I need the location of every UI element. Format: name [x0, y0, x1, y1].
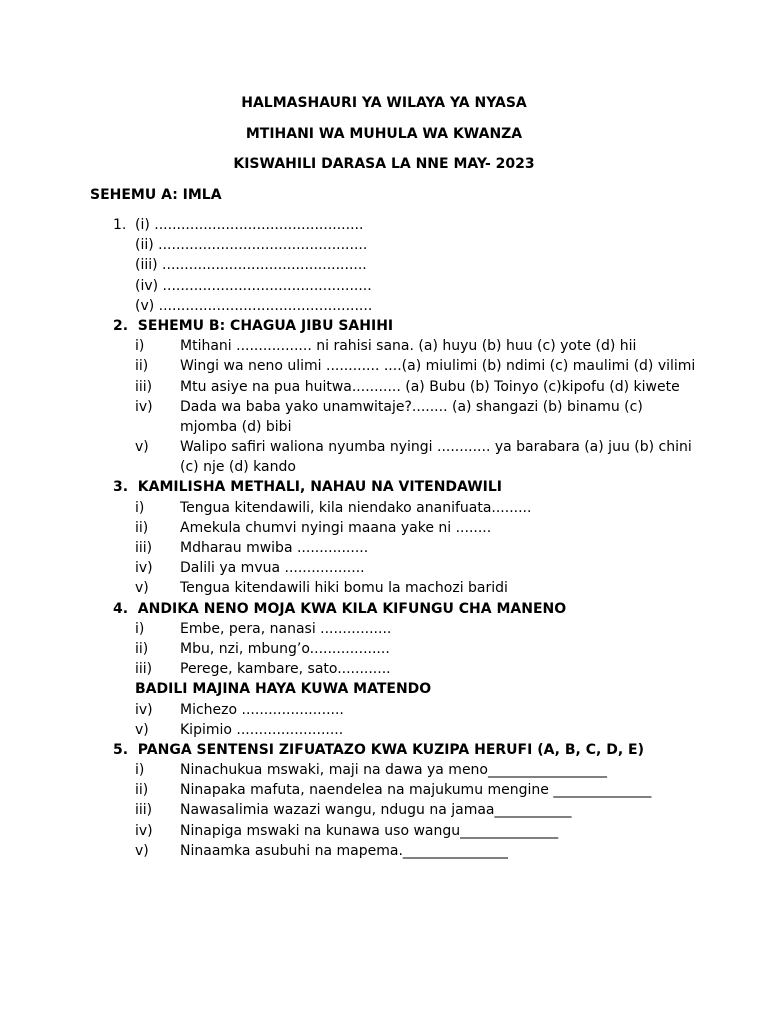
question-text: Embe, pera, nanasi ................	[180, 620, 392, 637]
roman-numeral: v)	[135, 580, 149, 597]
roman-numeral: iii)	[135, 802, 153, 819]
list-item	[0, 800, 768, 820]
roman-numeral: v)	[135, 439, 149, 456]
roman-numeral: v)	[135, 842, 149, 859]
imla-line: (ii) ...............................................	[135, 237, 368, 254]
question-heading	[0, 599, 768, 619]
question-text: Ninaamka asubuhi na mapema._______________	[180, 842, 508, 859]
question-text: Ninapaka mafuta, naendelea na majukumu mengine ______________	[180, 782, 652, 799]
question-text: Dada wa baba yako unamwitaje?........ (a) shangazi (b) binamu (c)	[180, 398, 643, 415]
question-text: Walipo safiri waliona nyumba nyingi ............ ya barabara (a) juu (b) chini	[180, 439, 692, 456]
imla-line: (iii) ..............................................	[135, 257, 367, 274]
subject-title: KISWAHILI DARASA LA NNE MAY- 2023	[233, 156, 535, 172]
question-heading	[0, 477, 768, 497]
roman-numeral: iv)	[135, 701, 153, 718]
imla-item	[0, 255, 768, 275]
list-item	[0, 578, 768, 598]
roman-numeral: iii)	[135, 661, 153, 678]
q5-heading: 5. PANGA SENTENSI ZIFUATAZO KWA KUZIPA HERUFI (A, B, C, D, E)	[113, 741, 644, 758]
list-item-continuation	[0, 417, 768, 437]
roman-numeral: ii)	[135, 519, 149, 536]
roman-numeral: iv)	[135, 822, 153, 839]
list-item	[0, 720, 768, 740]
list-item	[0, 437, 768, 457]
question-text: Amekula chumvi nyingi maana yake ni ........	[180, 519, 492, 536]
q2-heading: 2. SEHEMU B: CHAGUA JIBU SAHIHI	[113, 317, 394, 334]
imla-line: (iv) ...............................................	[135, 277, 372, 294]
question-text: Wingi wa neno ulimi ............ ....(a) miulimi (b) ndimi (c) maulimi (d) vilimi	[180, 358, 696, 375]
sub-heading	[0, 679, 768, 699]
roman-numeral: i)	[135, 762, 145, 779]
question-number: 1.	[113, 217, 127, 233]
list-item	[0, 821, 768, 841]
question-text: Kipimio ........................	[180, 721, 344, 738]
roman-numeral: iv)	[135, 398, 153, 415]
question-text: Mtu asiye na pua huitwa........... (a) Bubu (b) Toinyo (c)kipofu (d) kiwete	[180, 378, 680, 395]
question-heading	[0, 740, 768, 760]
list-item	[0, 336, 768, 356]
q4-subheading: BADILI MAJINA HAYA KUWA MATENDO	[135, 681, 432, 698]
imla-item	[0, 276, 768, 296]
list-item	[0, 558, 768, 578]
question-text: mjomba (d) bibi	[180, 418, 292, 435]
list-item	[0, 780, 768, 800]
q3-heading: 3. KAMILISHA METHALI, NAHAU NA VITENDAWILI	[113, 479, 503, 496]
roman-numeral: iii)	[135, 540, 153, 556]
list-item	[0, 397, 768, 417]
question-text: Ninapiga mswaki na kunawa uso wangu______________	[180, 822, 559, 839]
imla-line: (i) ...............................................	[135, 217, 364, 233]
question-text: (c) nje (d) kando	[180, 459, 296, 476]
question-text: Ninachukua mswaki, maji na dawa ya meno_________________	[180, 762, 607, 779]
roman-numeral: iii)	[135, 378, 153, 395]
q4-heading: 4. ANDIKA NENO MOJA KWA KILA KIFUNGU CHA MANENO	[113, 600, 567, 617]
question-text: Michezo .......................	[180, 701, 344, 718]
exam-title: MTIHANI WA MUHULA WA KWANZA	[245, 126, 523, 142]
question-text: Mtihani ................. ni rahisi sana. (a) huyu (b) huu (c) yote (d) hii	[180, 338, 637, 355]
roman-numeral: i)	[135, 338, 145, 355]
imla-item	[0, 296, 768, 316]
list-item	[0, 700, 768, 720]
roman-numeral: ii)	[135, 640, 149, 657]
roman-numeral: v)	[135, 721, 149, 738]
list-item	[0, 356, 768, 376]
list-item	[0, 639, 768, 659]
question-text: Tengua kitendawili hiki bomu la machozi baridi	[180, 580, 508, 597]
list-item	[0, 760, 768, 780]
imla-item	[0, 215, 768, 235]
list-item	[0, 659, 768, 679]
list-item	[0, 841, 768, 861]
list-item	[0, 498, 768, 518]
question-text: Tengua kitendawili, kila niendako ananifuata.........	[180, 499, 532, 516]
question-text: Perege, kambare, sato............	[180, 661, 391, 678]
list-item	[0, 619, 768, 639]
question-text: Dalili ya mvua ..................	[180, 560, 365, 577]
roman-numeral: ii)	[135, 782, 149, 799]
question-text: Mdharau mwiba ................	[180, 540, 369, 556]
list-item	[0, 518, 768, 538]
list-item-continuation	[0, 457, 768, 477]
roman-numeral: i)	[135, 499, 145, 516]
roman-numeral: i)	[135, 620, 145, 637]
questions	[0, 215, 768, 861]
roman-numeral: iv)	[135, 560, 153, 577]
imla-line: (v) ................................................	[135, 297, 373, 314]
district-title: HALMASHAURI YA WILAYA YA NYASA	[241, 95, 527, 111]
list-item	[0, 377, 768, 397]
list-item	[0, 538, 768, 558]
question-text: Nawasalimia wazazi wangu, ndugu na jamaa___________	[180, 802, 572, 819]
section-a-title: SEHEMU A: IMLA	[90, 187, 222, 203]
roman-numeral: ii)	[135, 358, 149, 375]
imla-item	[0, 235, 768, 255]
question-text: Mbu, nzi, mbung’o..................	[180, 640, 390, 657]
question-heading	[0, 316, 768, 336]
